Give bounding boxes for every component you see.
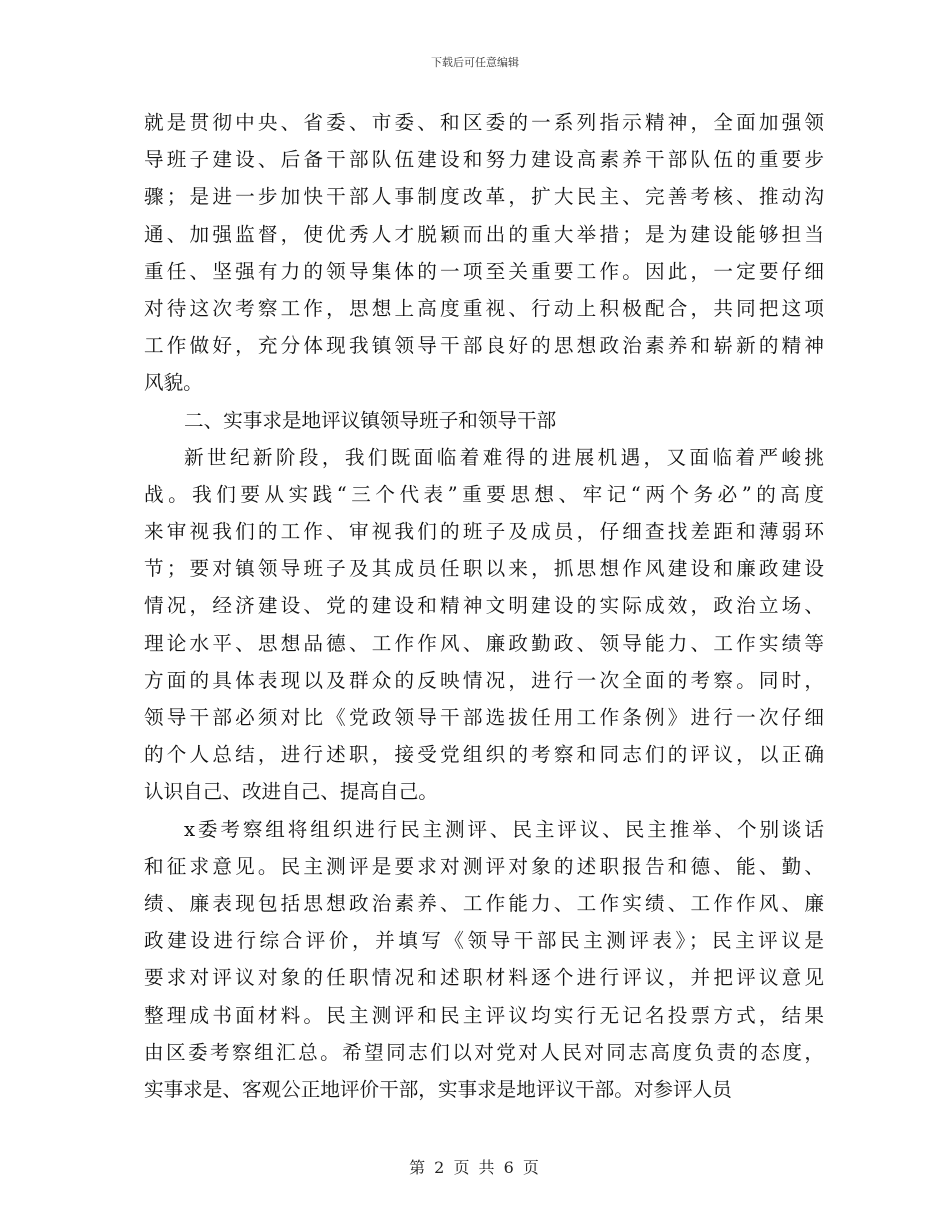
text-line: 通、加强监督，使优秀人才脱颖而出的重大举措；是为建设能够担当 (144, 222, 824, 246)
text-line: 就是贯彻中央、省委、市委、和区委的一系列指示精神，全面加强领 (144, 111, 824, 134)
paragraph-4 (144, 811, 824, 1109)
text-line: 要求对评议对象的任职情况和述职材料逐个进行评议，并把评议意见 (144, 966, 824, 990)
text-line: 实事求是、客观公正地评价干部，实事求是地评议干部。对参评人员 (144, 1077, 732, 1101)
text-line: 的个人总结，进行述职，接受党组织的考察和同志们的评议，以正确 (144, 743, 824, 767)
text-line: 理论水平、思想品德、工作作风、廉政勤政、领导能力、工作实绩等 (144, 631, 824, 655)
text-line: 新世纪新阶段，我们既面临着难得的进展机遇，又面临着严峻挑 (184, 445, 824, 469)
text-line: 整理成书面材料。民主测评和民主评议均实行无记名投票方式，结果 (144, 1003, 824, 1027)
text-line: 和征求意见。民主测评是要求对测评对象的述职报告和德、能、勤、 (144, 854, 824, 878)
text-line: 战。我们要从实践“三个代表”重要思想、牢记“两个务必”的高度 (144, 482, 824, 506)
section-heading (144, 402, 824, 439)
text-line: x委考察组将组织进行民主测评、民主评议、民主推举、个别谈话 (184, 817, 824, 841)
text-line: 来审视我们的工作、审视我们的班子及成员，仔细查找差距和薄弱环 (144, 520, 824, 544)
text-line: 情况，经济建设、党的建设和精神文明建设的实际成效，政治立场、 (144, 594, 824, 618)
paragraph-3 (144, 439, 824, 811)
text-line: 认识自己、改进自己、提高自己。 (144, 780, 438, 804)
text-line: 工作做好，充分体现我镇领导干部良好的思想政治素养和崭新的精神 (144, 334, 824, 358)
text-line: 骤；是进一步加快干部人事制度改革，扩大民主、完善考核、推动沟 (144, 185, 824, 209)
text-line: 导班子建设、后备干部队伍建设和努力建设高素养干部队伍的重要步 (144, 148, 824, 172)
text-line: 由区委考察组汇总。希望同志们以对党对人民对同志高度负责的态度， (144, 1040, 824, 1064)
text-line: 绩、廉表现包括思想政治素养、工作能力、工作实绩、工作作风、廉 (144, 891, 824, 915)
text-line: 风貌。 (144, 371, 203, 395)
text-line: 领导干部必须对比《党政领导干部选拔任用工作条例》进行一次仔细 (144, 706, 824, 729)
body-text (144, 104, 824, 1108)
text-line: 对待这次考察工作，思想上高度重视、行动上积极配合，共同把这项 (144, 296, 824, 320)
text-line: 节；要对镇领导班子及其成员任职以来，抓思想作风建设和廉政建设 (144, 557, 824, 581)
paragraph-1 (144, 104, 824, 402)
text-line: 政建设进行综合评价，并填写《领导干部民主测评表》；民主评议是 (144, 929, 824, 953)
header-note: 下载后可任意编辑 (431, 56, 519, 69)
text-line: 方面的具体表现以及群众的反映情况，进行一次全面的考察。同时， (144, 668, 824, 692)
page-number: 第 2 页 共 6 页 (409, 1158, 541, 1177)
text-line: 重任、坚强有力的领导集体的一项至关重要工作。因此，一定要仔细 (144, 259, 824, 283)
section-heading-text: 二、实事求是地评议镇领导班子和领导干部 (184, 408, 557, 432)
